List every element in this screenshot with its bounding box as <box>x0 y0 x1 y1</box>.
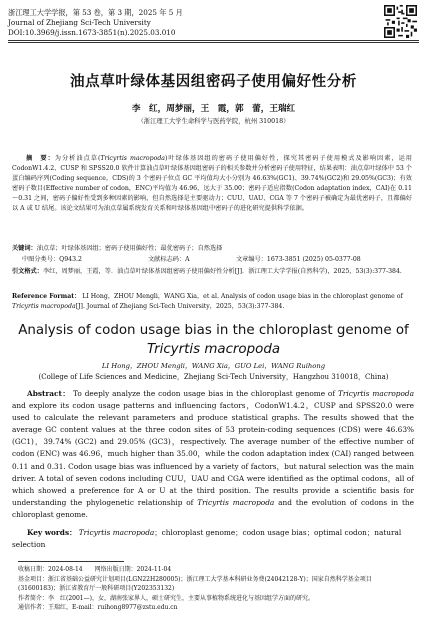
reference-format-label: Reference Format： <box>12 293 81 300</box>
chinese-authors: 李 红，周梦丽，王 霞，郭 蕾，王瑞红 <box>131 104 296 114</box>
chinese-affiliation: （浙江理工大学生命科学与医药学院，杭州 310018） <box>137 118 290 125</box>
english-title-text: Analysis of codon usage bias in the chloroplast genome of <box>18 323 409 338</box>
citation-text: 李红，周梦丽，王霞，等．油点草叶绿体基因组密码子使用偏好性分析[J]．浙江理工大学学报(自然科学)，2025，53(3):377-384. <box>42 268 402 275</box>
english-abstract-text: To deeply analyze the codon usage bias in the chloroplast genome of <box>73 389 338 398</box>
footnote-rule <box>18 561 124 562</box>
english-keywords-text: ；chloroplast genome；codon usage bias；optimal codon；natural selection <box>12 528 402 550</box>
chinese-keywords-label: 关键词： <box>12 245 37 252</box>
document-code: 文献标志码：A <box>148 256 190 263</box>
species-name: Tricyrtis macropoda <box>100 155 165 162</box>
article-number: 文章编号：1673-3851 (2025) 05-0377-08 <box>236 256 361 263</box>
qr-code-icon <box>384 5 417 38</box>
citation-label: 引文格式： <box>12 268 43 275</box>
english-title <box>0 321 427 359</box>
reference-text: [J]. Journal of Zhejiang Sci-Tech University，2025，53(3):377-384. <box>75 302 285 310</box>
chinese-abstract-text: 为分析油点草( <box>54 155 101 162</box>
citation-chinese <box>12 267 412 277</box>
chinese-abstract-label: 摘 要： <box>26 155 55 162</box>
species-name: Tricyrtis macropoda <box>12 302 76 310</box>
reference-text: LI Hong，ZHOU Mengli，WANG Xia，et al. Analysis of codon usage bias in the chloroplast genome of <box>82 293 403 300</box>
author-bio: 作者简介：李 红(2001—)，女，湖南张家界人，硕士研究生，主要从事植物系统进化与基因组学方面的研究。 <box>18 595 314 602</box>
header-rule <box>8 42 419 43</box>
english-keywords-label: Key words： <box>27 528 77 537</box>
species-name: Tricyrtis macropoda <box>337 389 414 398</box>
header-rule <box>8 40 419 41</box>
received-date: 收稿日期：2024-08-14 网络出版日期：2024-11-04 <box>18 566 172 573</box>
english-keywords <box>12 527 414 551</box>
english-abstract-label: Abstract： <box>27 389 71 398</box>
species-name: Tricyrtis macropoda <box>78 528 155 537</box>
journal-name: Journal of Zhejiang Sci-Tech University <box>8 18 151 27</box>
funding-continued: (31600183)；浙江省教育厅一般科研项目(Y202353132) <box>18 585 175 592</box>
chinese-keywords-text: 油点草；叶绿体基因组；密码子使用偏好性；最优密码子；自然选择 <box>36 245 223 252</box>
funding: 基金项目：浙江省基础公益研究计划项目(LGN22H280005)；浙江理工大学基本科研业务费(24042128-Y)；国家自然科学基金项目 <box>18 576 372 583</box>
english-title-species: Tricyrtis macropoda <box>146 342 281 357</box>
chinese-keywords <box>12 243 222 252</box>
english-authors: LI Hong，ZHOU Mengli，WANG Xia，GUO Lei，WANG Ruihong <box>101 362 326 370</box>
english-affiliation: (College of Life Sciences and Medicine，Zhejiang Sci-Tech University，Hangzhou 310018，China) <box>38 373 389 381</box>
clc-number: 中图分类号：Q943.2 <box>22 256 82 263</box>
species-name: Tricyrtis macropoda <box>197 497 275 507</box>
reference-format <box>12 292 412 311</box>
chinese-abstract-text: )叶绿体基因组的密码子使用偏好性，探究其密码子使用模式及影响因素，运用 CodonW1.4.2、CUSP 和 SPSS20.0 软件计算油点草叶绿体基因组密码子的相关参数并分析密码子使用特征，结果表明：油点草叶绿体中 53 个蛋白编码序列(Coding sequence，CDS)的 3 个密码子位点 GC 平均值均大小分别为 46.63%(GC1)、39.74%(GC2)和 29.05%(GC3)；有效密码子数目(Effective number of codon，ENC)平均值为 46.96，远大于 35.00；密码子适应指数(Codon adaptation index，CAI)在 0.11～0.31 之间，密码子偏好性受到多种因素的影响，但自然选择是主要驱动力；CUU、UAU、CGA 等 7 个密码子被确定为最优密码子，且都偏好以 A 或 U 结尾。该论文结果可为油点草属系统发育关系和叶绿体基因组中密码子的进化研究提供科学依据。 <box>12 155 412 212</box>
chinese-title: 油点草叶绿体基因组密码子使用偏好性分析 <box>70 74 357 90</box>
english-abstract-text: and the evolution of codons in the chloroplast genome. <box>12 497 414 519</box>
journal-issue-line: 浙江理工大学学报，第 53 卷，第 3 期，2025 年 5 月 <box>8 8 183 17</box>
chinese-abstract <box>12 154 412 214</box>
doi: DOI:10.3969/j.issn.1673-3851(n).2025.03.010 <box>8 28 176 37</box>
corresponding-author: 通信作者：王瑞红，E-mail：ruihong8977@zstu.edu.cn <box>18 604 178 611</box>
english-abstract <box>12 388 414 521</box>
english-abstract-text: and explore its codon usage patterns and influencing factors，CodonW1.4.2，CUSP and SPSS20.0 were used to calculate the relevant parameters and produce statistical graphs. The results showed that the average GC content values at the three codon sites of 53 protein-coding sequences (CDS) were 46.63% (GC1)，39.74% (GC2) and 29.05% (GC3)，respectively. The average number of the effective number of codon (ENC) was 46.96，much higher than 35.00，while the codon adaptation index (CAI) ranged between 0.11 and 0.31. Codon usage bias was influenced by a variety of factors，but natural selection was the main driver. A total of seven codons including CUU，UAU and CGA were identified as the optimal codons，all of which showed a preference for A or U at the third position. The results provide a scientific basis for understanding the phylogenetic relationship of <box>12 401 414 507</box>
